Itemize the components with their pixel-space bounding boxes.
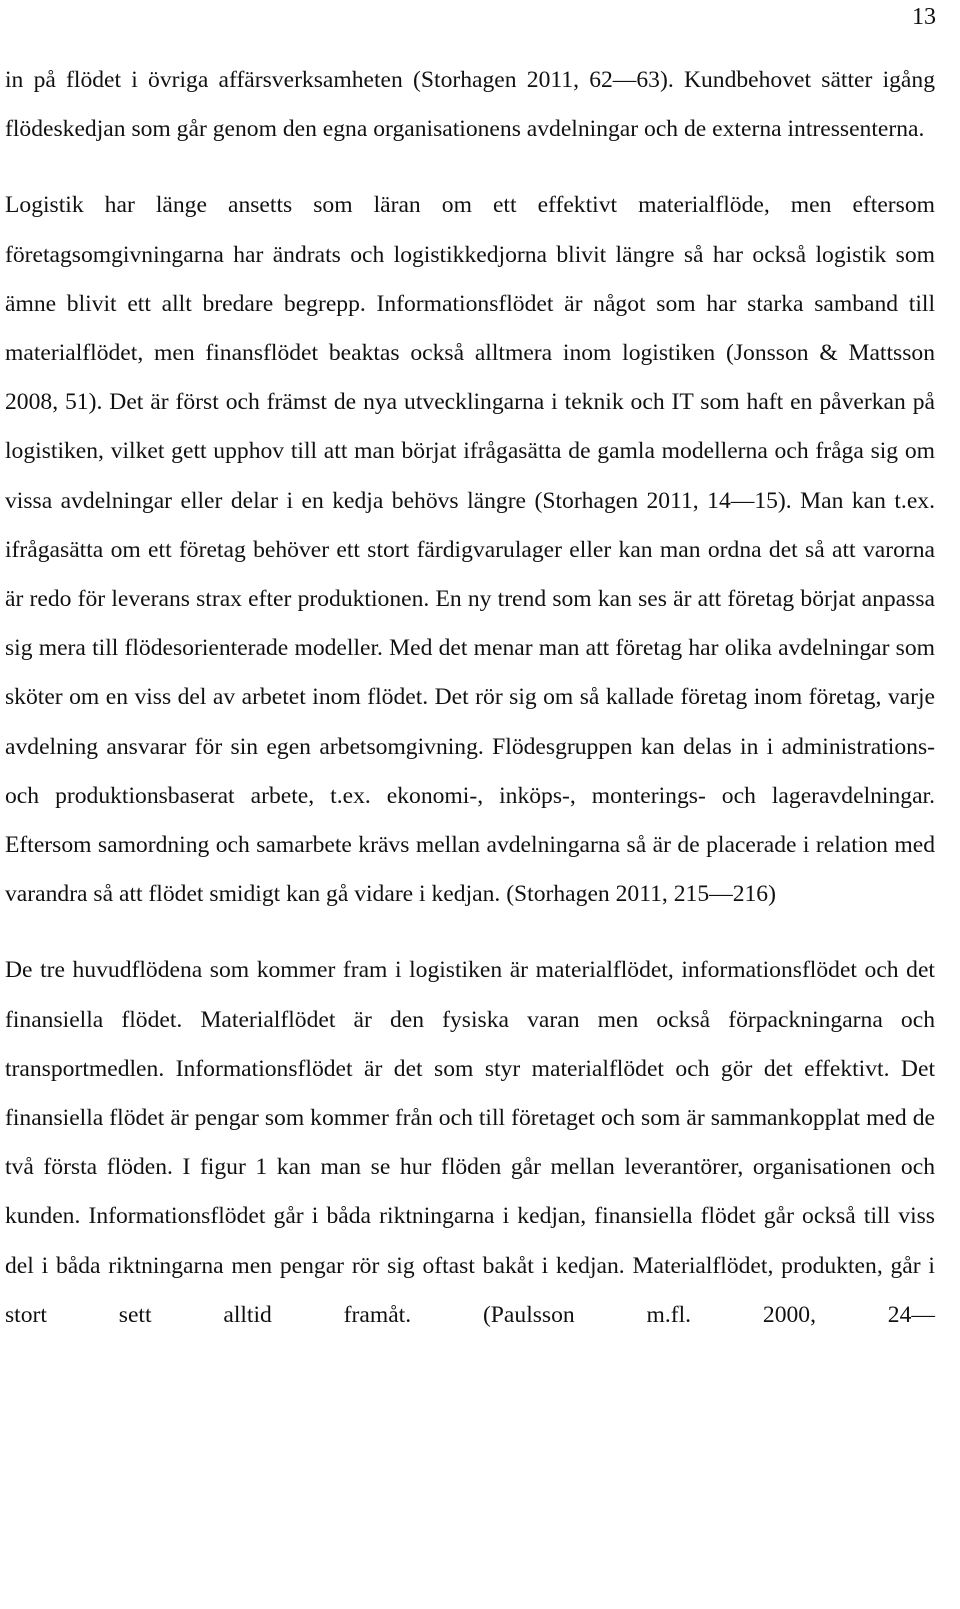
page-number: 13 <box>912 4 936 30</box>
paragraph-three-main-flows: De tre huvudflödena som kommer fram i logistiken är materialflödet, informationsflödet och det finansiella flödet. Materialflödet är den fysiska varan men också förpackningarna och transportmedlen. Informationsflödet är det som styr materialflödet och gör det effektivt. Det finansiella flödet är pengar som kommer från och till företaget och som är sammankopplat med de två första flöden. I figur 1 kan man se hur flöden går mellan leverantörer, organisationen och kunden. Informationsflödet går i båda riktningarna i kedjan, finansiella flödet går också till viss del i båda riktningarna men pengar rör sig oftast bakåt i kedjan. Materialflödet, produkten, går i stort sett alltid framåt. (Paulsson m.fl. 2000, 24— <box>5 957 935 1328</box>
paragraph-flow-continuation: in på flödet i övriga affärsverksamheten (Storhagen 2011, 62—63). Kundbehovet sätter igång flödeskedjan som går genom den egna organisationens avdelningar och de externa intressenterna. <box>5 67 935 143</box>
paragraph-logistics-development: Logistik har länge ansetts som läran om ett effektivt materialflöde, men eftersom företagsomgivningarna har ändrats och logistikkedjorna blivit längre så har också logistik som ämne blivit ett allt bredare begrepp. Informationsflödet är något som har starka samband till materialflödet, men finansflödet beaktas också alltmera inom logistiken (Jonsson & Mattsson 2008, 51). Det är först och främst de nya utvecklingarna i teknik och IT som haft en påverkan på logistiken, vilket gett upphov till att man börjat ifrågasätta de gamla modellerna och fråga sig om vissa avdelningar eller delar i en kedja behövs längre (Storhagen 2011, 14—15). Man kan t.ex. ifrågasätta om ett företag behöver ett stort färdigvarulager eller kan man ordna det så att varorna är redo för leverans strax efter produktionen. En ny trend som kan ses är att företag börjat anpassa sig mera till flödesorienterade modeller. Med det menar man att företag har olika avdelningar som sköter om en viss del av arbetet inom flödet. Det rör sig om så kallade företag inom företag, varje avdelning ansvarar för sin egen arbetsomgivning. Flödesgruppen kan delas in i administrations- och produktionsbaserat arbete, t.ex. ekonomi-, inköps-, monterings- och lageravdelningar. Eftersom samordning och samarbete krävs mellan avdelningarna så är de placerade i relation med varandra så att flödet smidigt kan gå vidare i kedjan. (Storhagen 2011, 215—216) <box>5 192 935 908</box>
page-body <box>5 56 935 1340</box>
